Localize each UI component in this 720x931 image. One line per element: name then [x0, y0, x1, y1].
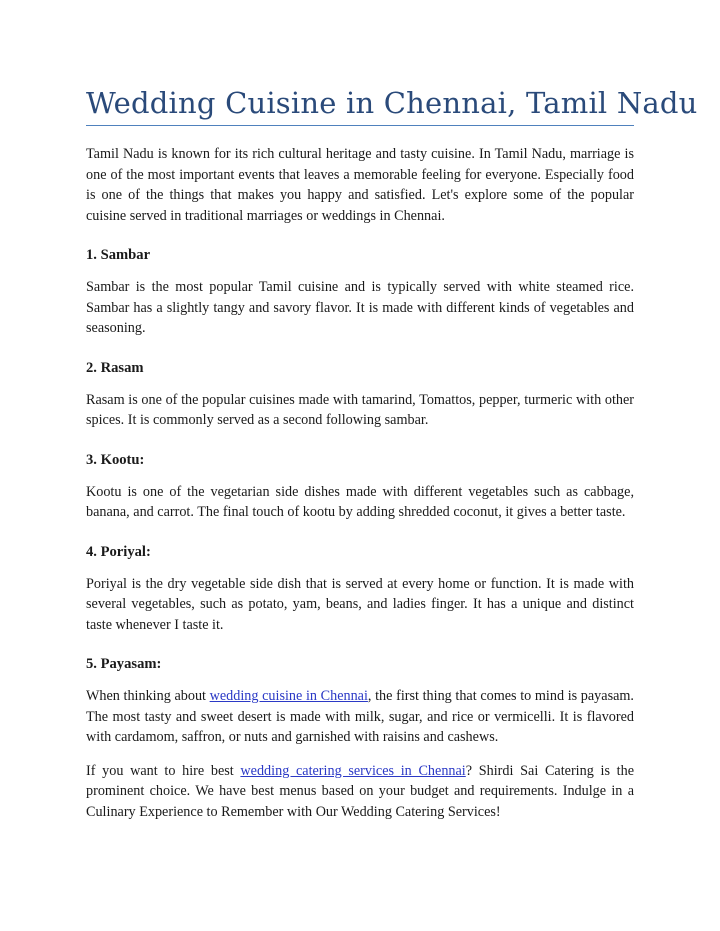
section-text-payasam — [86, 686, 634, 748]
section-heading-rasam: 2. Rasam — [86, 359, 144, 376]
section-text-kootu: Kootu is one of the vegetarian side dishes made with different vegetables such as cabbage, banana, and carrot. The final touch of kootu by adding shredded coconut, it gives a better taste. — [86, 483, 634, 520]
section-heading-sambar: 1. Sambar — [86, 247, 151, 263]
payasam-text-before: When thinking about — [86, 688, 210, 704]
section-heading-payasam: 5. Payasam: — [86, 656, 162, 672]
section-heading-kootu: 3. Kootu: — [86, 451, 145, 468]
section-text-sambar: Sambar is the most popular Tamil cuisine and is typically served with white steamed rice. Sambar has a slightly tangy and savory flavor. It is made with different kinds of vegetables and seasoning. — [86, 279, 634, 336]
payasam-text-after: , the first thing that comes to mind is payasam. The most tasty and sweet desert is made with milk, sugar, and rice or vermicelli. It is flavored with cardamom, saffron, or nuts and garnished with raisins and cashews. — [86, 688, 634, 745]
intro-paragraph: Tamil Nadu is known for its rich cultural heritage and tasty cuisine. In Tamil Nadu, marriage is one of the most important events that leaves a memorable feeling for everyone. Especially food is one of the things that makes you happy and satisfied. Let's explore some of the popular cuisine served in traditional marriages or weddings in Chennai. — [86, 146, 634, 224]
document-page — [86, 84, 698, 835]
section-heading-poriyal: 4. Poriyal: — [86, 543, 151, 560]
closing-text-before: If you want to hire best — [86, 762, 241, 779]
page-title: Wedding Cuisine in Chennai, Tamil Nadu — [86, 86, 698, 120]
section-text-poriyal: Poriyal is the dry vegetable side dish that is served at every home or function. It is made with several vegetables, such as potato, yam, beans, and ladies finger. It has a unique and distinct taste whenever I taste it. — [86, 575, 634, 633]
wedding-cuisine-link[interactable]: wedding cuisine in Chennai — [209, 688, 368, 704]
section-text-rasam: Rasam is one of the popular cuisines made with tamarind, Tomattos, pepper, turmeric with other spices. It is commonly served as a second following sambar. — [86, 391, 634, 428]
closing-paragraph — [86, 761, 634, 823]
wedding-catering-link[interactable]: wedding catering services in Chennai — [240, 762, 466, 779]
closing-text-after: ? Shirdi Sai Catering is the prominent choice. We have best menus based on your budget and requirements. Indulge in a Culinary Experience to Remember with Our Wedding Catering Services! — [86, 762, 634, 820]
title-divider — [86, 125, 634, 126]
